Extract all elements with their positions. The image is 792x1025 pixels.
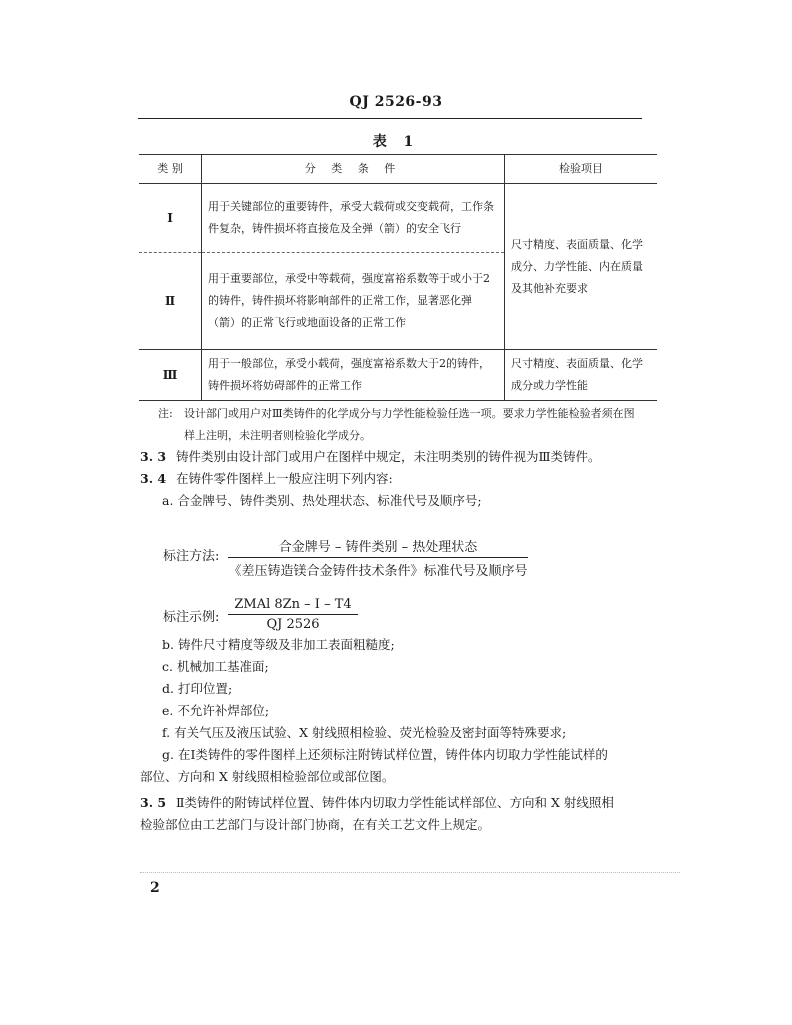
- header-condition: 分 类 条 件: [202, 155, 505, 184]
- table-note: [158, 403, 646, 447]
- class-condition: 用于关键部位的重要铸件，承受大载荷或交变载荷，工作条件复杂，铸件损坏将直接危及全弹（箭）的安全飞行: [202, 184, 505, 253]
- class-label: Ⅱ: [139, 253, 202, 350]
- list-item-g-line-2: 部位、方向和 X 射线照相检验部位或部位图。: [140, 769, 395, 784]
- section-number: 3. 3: [140, 449, 167, 464]
- section-3-4: [140, 468, 645, 490]
- list-item-a: a. 合金牌号、铸件类别、热处理状态、标准代号及顺序号;: [162, 493, 482, 508]
- footer-rule: [140, 872, 680, 873]
- list-item-g-line-1: g. 在Ⅰ类铸件的零件图样上还须标注附铸试样位置，铸件体内切取力学性能试样的: [162, 747, 608, 762]
- note-line-1: 设计部门或用户对Ⅲ类铸件的化学成分与力学性能检验任选一项。要求力学性能检验者须在图: [184, 407, 635, 420]
- marking-example-formula: [228, 597, 358, 632]
- shared-inspection-items: 尺寸精度、表面质量、化学成分、力学性能、内在质量及其他补充要求: [511, 237, 643, 295]
- header-category: 类 别: [139, 155, 202, 184]
- page-number: 2: [150, 880, 160, 896]
- section-text: Ⅱ类铸件的附铸试样位置、铸件体内切取力学性能试样部位、方向和 X 射线照相: [176, 795, 614, 810]
- marking-example-label: 标注示例:: [163, 610, 220, 625]
- marking-method-formula: [228, 536, 528, 579]
- list-item-b: b. 铸件尺寸精度等级及非加工表面粗糙度;: [162, 637, 395, 652]
- list-item-e: e. 不允许补焊部位;: [162, 703, 270, 718]
- list-item-d: d. 打印位置;: [162, 681, 233, 696]
- class-inspection: 尺寸精度、表面质量、化学成分或力学性能: [505, 350, 658, 401]
- class-label: Ⅰ: [139, 184, 202, 253]
- section-number: 3. 4: [140, 471, 167, 486]
- list-item-c: c. 机械加工基准面;: [162, 659, 269, 674]
- classification-table: [139, 154, 657, 401]
- header-inspection: 检验项目: [505, 155, 658, 184]
- section-text: 铸件类别由设计部门或用户在图样中规定，未注明类别的铸件视为Ⅲ类铸件。: [176, 449, 601, 464]
- list-item-f: f. 有关气压及液压试验、X 射线照相检验、荧光检验及密封面等特殊要求;: [162, 725, 567, 740]
- section-3-5-line-2: 检验部位由工艺部门与设计部门协商，在有关工艺文件上规定。: [140, 817, 491, 832]
- class-condition: 用于一般部位，承受小载荷，强度富裕系数大于2的铸件，铸件损坏将妨碍部件的正常工作: [202, 350, 505, 401]
- class-condition: 用于重要部位，承受中等载荷，强度富裕系数等于或小于2的铸件，铸件损坏将影响部件的正常工作，显著恶化弹（箭）的正常飞行或地面设备的正常工作: [202, 253, 505, 350]
- table-caption: 表 1: [372, 134, 420, 150]
- marking-method-label: 标注方法:: [163, 549, 220, 564]
- formula-numerator: 合金牌号 – 铸件类别 – 热处理状态: [228, 536, 528, 558]
- example-denominator: QJ 2526: [266, 617, 320, 632]
- standard-number-header: QJ 2526-93: [349, 94, 443, 110]
- table-header-row: [139, 155, 657, 184]
- section-number: 3. 5: [140, 795, 167, 810]
- section-text: 在铸件零件图样上一般应注明下列内容:: [176, 471, 393, 486]
- section-3-5-line-1: [140, 792, 645, 814]
- class-label: Ⅲ: [139, 350, 202, 401]
- note-lead: 注:: [158, 407, 173, 420]
- table-row: [139, 184, 657, 253]
- example-numerator: ZMAl 8Zn – Ⅰ – T4: [228, 597, 358, 615]
- table-row: [139, 350, 657, 401]
- note-line-2: 样上注明，未注明者则检验化学成分。: [184, 429, 371, 442]
- header-rule: [138, 118, 642, 119]
- section-3-3: [140, 446, 645, 468]
- formula-denominator: 《差压铸造镁合金铸件技术条件》标准代号及顺序号: [228, 564, 528, 579]
